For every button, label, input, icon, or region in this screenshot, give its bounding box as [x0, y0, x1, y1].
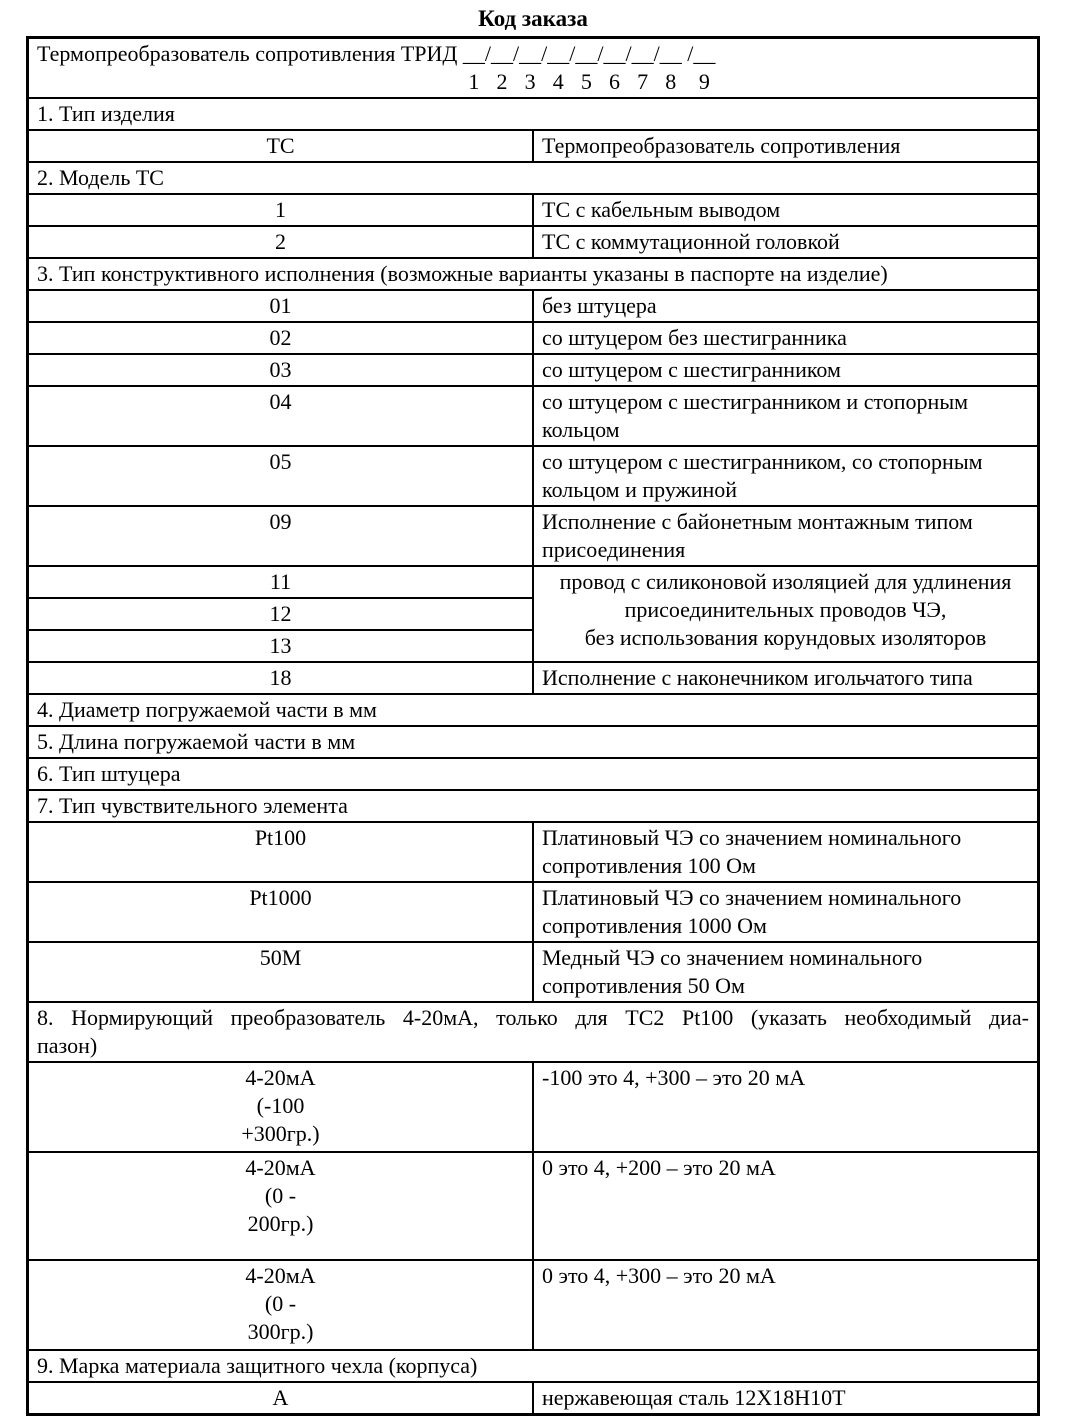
code-separator: / [597, 41, 604, 66]
code-slot-4 [547, 40, 575, 96]
option-description-cell: нержавеющая сталь 12Х18Н10Т [533, 1382, 1039, 1415]
option-code-line: 200гр.) [247, 1211, 314, 1236]
code-slot-5 [575, 40, 603, 96]
code-slot-6 [604, 40, 632, 96]
code-prefix-text: Термопреобразователь сопротивления ТРИД [37, 41, 463, 66]
code-blank: __ [462, 41, 485, 66]
option-code-cell: 2 [28, 226, 534, 258]
code-slot-3 [519, 40, 547, 96]
option-row [28, 1382, 1039, 1415]
option-code-cell: 09 [28, 506, 534, 566]
code-blank: __ [631, 41, 654, 66]
option-description-cell-merged [533, 566, 1039, 662]
option-row [28, 822, 1039, 882]
code-separator: / [569, 41, 576, 66]
option-code-cell: 1 [28, 194, 534, 226]
option-code-cell: Pt1000 [28, 882, 534, 942]
code-slot-1 [463, 40, 491, 96]
option-description-cell: со штуцером с шестигранником, со стопорным кольцом и пружиной [533, 446, 1039, 506]
option-description-cell: Исполнение с байонетным монтажным типом присоединения [533, 506, 1039, 566]
code-blank: __ [519, 41, 542, 66]
option-description-cell: Исполнение с наконечником игольчатого типа [533, 662, 1039, 694]
option-code-line: 4-20мА [245, 1065, 316, 1090]
code-position-number: 8 [665, 69, 677, 94]
option-code-cell: 03 [28, 354, 534, 386]
option-code-line: 4-20мА [245, 1263, 316, 1288]
option-row [28, 446, 1039, 506]
code-slot-8 [660, 40, 694, 96]
option-row [28, 1152, 1039, 1260]
option-code-cell: 01 [28, 290, 534, 322]
option-description-cell: Платиновый ЧЭ со значением номинального сопротивления 100 Ом [533, 822, 1039, 882]
option-code-cell: 50М [28, 942, 534, 1002]
option-code-cell: Pt100 [28, 822, 534, 882]
option-code-cell [28, 1260, 534, 1350]
option-description-cell: ТС с кабельным выводом [533, 194, 1039, 226]
code-blank: __ [693, 41, 716, 66]
option-description-cell: без штуцера [533, 290, 1039, 322]
code-slots [463, 40, 716, 96]
option-description-cell: со штуцером без шестигранника [533, 322, 1039, 354]
option-description-cell: ТС с коммутационной головкой [533, 226, 1039, 258]
code-position-number: 3 [524, 69, 536, 94]
section-title-cell: 7. Тип чувствительного элемента [28, 790, 1039, 822]
section-row [28, 1350, 1039, 1382]
order-code-table [26, 36, 1040, 1416]
option-code-cell [28, 1152, 534, 1260]
code-separator: / [513, 41, 520, 66]
option-code-cell: 12 [28, 598, 534, 630]
option-row [28, 130, 1039, 162]
option-code-cell: 11 [28, 566, 534, 598]
section-title-cell: 9. Марка материала защитного чехла (корпуса) [28, 1350, 1039, 1382]
option-row [28, 882, 1039, 942]
option-code-line: 300гр.) [247, 1319, 314, 1344]
option-row [28, 354, 1039, 386]
option-code-cell: 04 [28, 386, 534, 446]
option-code-cell: 18 [28, 662, 534, 694]
option-description-cell: Платиновый ЧЭ со значением номинального сопротивления 1000 Ом [533, 882, 1039, 942]
section-row [28, 694, 1039, 726]
option-row [28, 942, 1039, 1002]
option-row [28, 226, 1039, 258]
code-position-number: 6 [609, 69, 621, 94]
option-code-cell [28, 1062, 534, 1152]
section-row [28, 1002, 1039, 1062]
option-code-cell: ТС [28, 130, 534, 162]
section-title-cell: 2. Модель ТС [28, 162, 1039, 194]
section-title-line: 8. Нормирующий преобразователь 4-20мА, только для ТС2 Pt100 (указать необходимый диа- [37, 1005, 1029, 1030]
option-description-cell: -100 это 4, +300 – это 20 мА [533, 1062, 1039, 1152]
option-code-line: +300гр.) [241, 1121, 320, 1146]
option-row [28, 1260, 1039, 1350]
code-blank: __ [659, 41, 682, 66]
section-row [28, 98, 1039, 130]
code-position-number: 2 [496, 69, 508, 94]
code-position-number: 9 [698, 69, 710, 94]
code-position-number: 4 [552, 69, 564, 94]
code-blank: __ [603, 41, 626, 66]
merged-description-line: без использования корундовых изоляторов [584, 625, 987, 650]
code-slot-7 [632, 40, 660, 96]
section-title-line: пазон) [37, 1033, 98, 1058]
option-row [28, 506, 1039, 566]
section-row [28, 258, 1039, 290]
code-separator: / [625, 41, 632, 66]
option-row [28, 1062, 1039, 1152]
option-code-line: (0 - [264, 1183, 297, 1208]
section-title-cell [28, 1002, 1039, 1062]
code-position-number: 7 [637, 69, 649, 94]
page-title: Код заказа [478, 6, 588, 31]
option-row [28, 566, 1039, 598]
option-row [28, 290, 1039, 322]
code-separator: / [653, 41, 660, 66]
option-description-cell: Медный ЧЭ со значением номинального сопротивления 50 Ом [533, 942, 1039, 1002]
option-row [28, 662, 1039, 694]
option-row [28, 322, 1039, 354]
merged-description-line: провод с силиконовой изоляцией для удлинения присоединительных проводов ЧЭ, [559, 569, 1012, 622]
code-separator: / [681, 41, 694, 66]
option-row [28, 194, 1039, 226]
section-row [28, 162, 1039, 194]
option-code-cell: А [28, 1382, 534, 1415]
code-separator: / [484, 41, 492, 66]
option-description-cell: со штуцером с шестигранником и стопорным кольцом [533, 386, 1039, 446]
code-position-number: 5 [580, 69, 592, 94]
option-code-cell: 05 [28, 446, 534, 506]
option-description-cell: 0 это 4, +200 – это 20 мА [533, 1152, 1039, 1260]
section-row [28, 758, 1039, 790]
section-title-cell: 1. Тип изделия [28, 98, 1039, 130]
option-code-line: (-100 [256, 1093, 305, 1118]
code-slot-2 [491, 40, 519, 96]
option-description-cell: Термопреобразователь сопротивления [533, 130, 1039, 162]
code-pattern-cell [28, 38, 1039, 99]
code-pattern-row [28, 38, 1039, 99]
code-blank: __ [491, 41, 514, 66]
code-slot-9 [693, 40, 715, 96]
code-separator: / [541, 41, 548, 66]
code-blank: __ [547, 41, 570, 66]
section-row [28, 726, 1039, 758]
option-code-cell: 02 [28, 322, 534, 354]
section-title-cell: 4. Диаметр погружаемой части в мм [28, 694, 1039, 726]
option-code-line: 4-20мА [245, 1155, 316, 1180]
option-description-cell: 0 это 4, +300 – это 20 мА [533, 1260, 1039, 1350]
section-title-cell: 3. Тип конструктивного исполнения (возможные варианты указаны в паспорте на изделие) [28, 258, 1039, 290]
section-row [28, 790, 1039, 822]
section-title-cell: 5. Длина погружаемой части в мм [28, 726, 1039, 758]
option-code-line: (0 - [264, 1291, 297, 1316]
option-code-cell: 13 [28, 630, 534, 662]
code-blank: __ [575, 41, 598, 66]
option-description-cell: со штуцером с шестигранником [533, 354, 1039, 386]
code-position-number: 1 [468, 69, 480, 94]
option-row [28, 386, 1039, 446]
code-line [37, 40, 1029, 96]
section-title-cell: 6. Тип штуцера [28, 758, 1039, 790]
